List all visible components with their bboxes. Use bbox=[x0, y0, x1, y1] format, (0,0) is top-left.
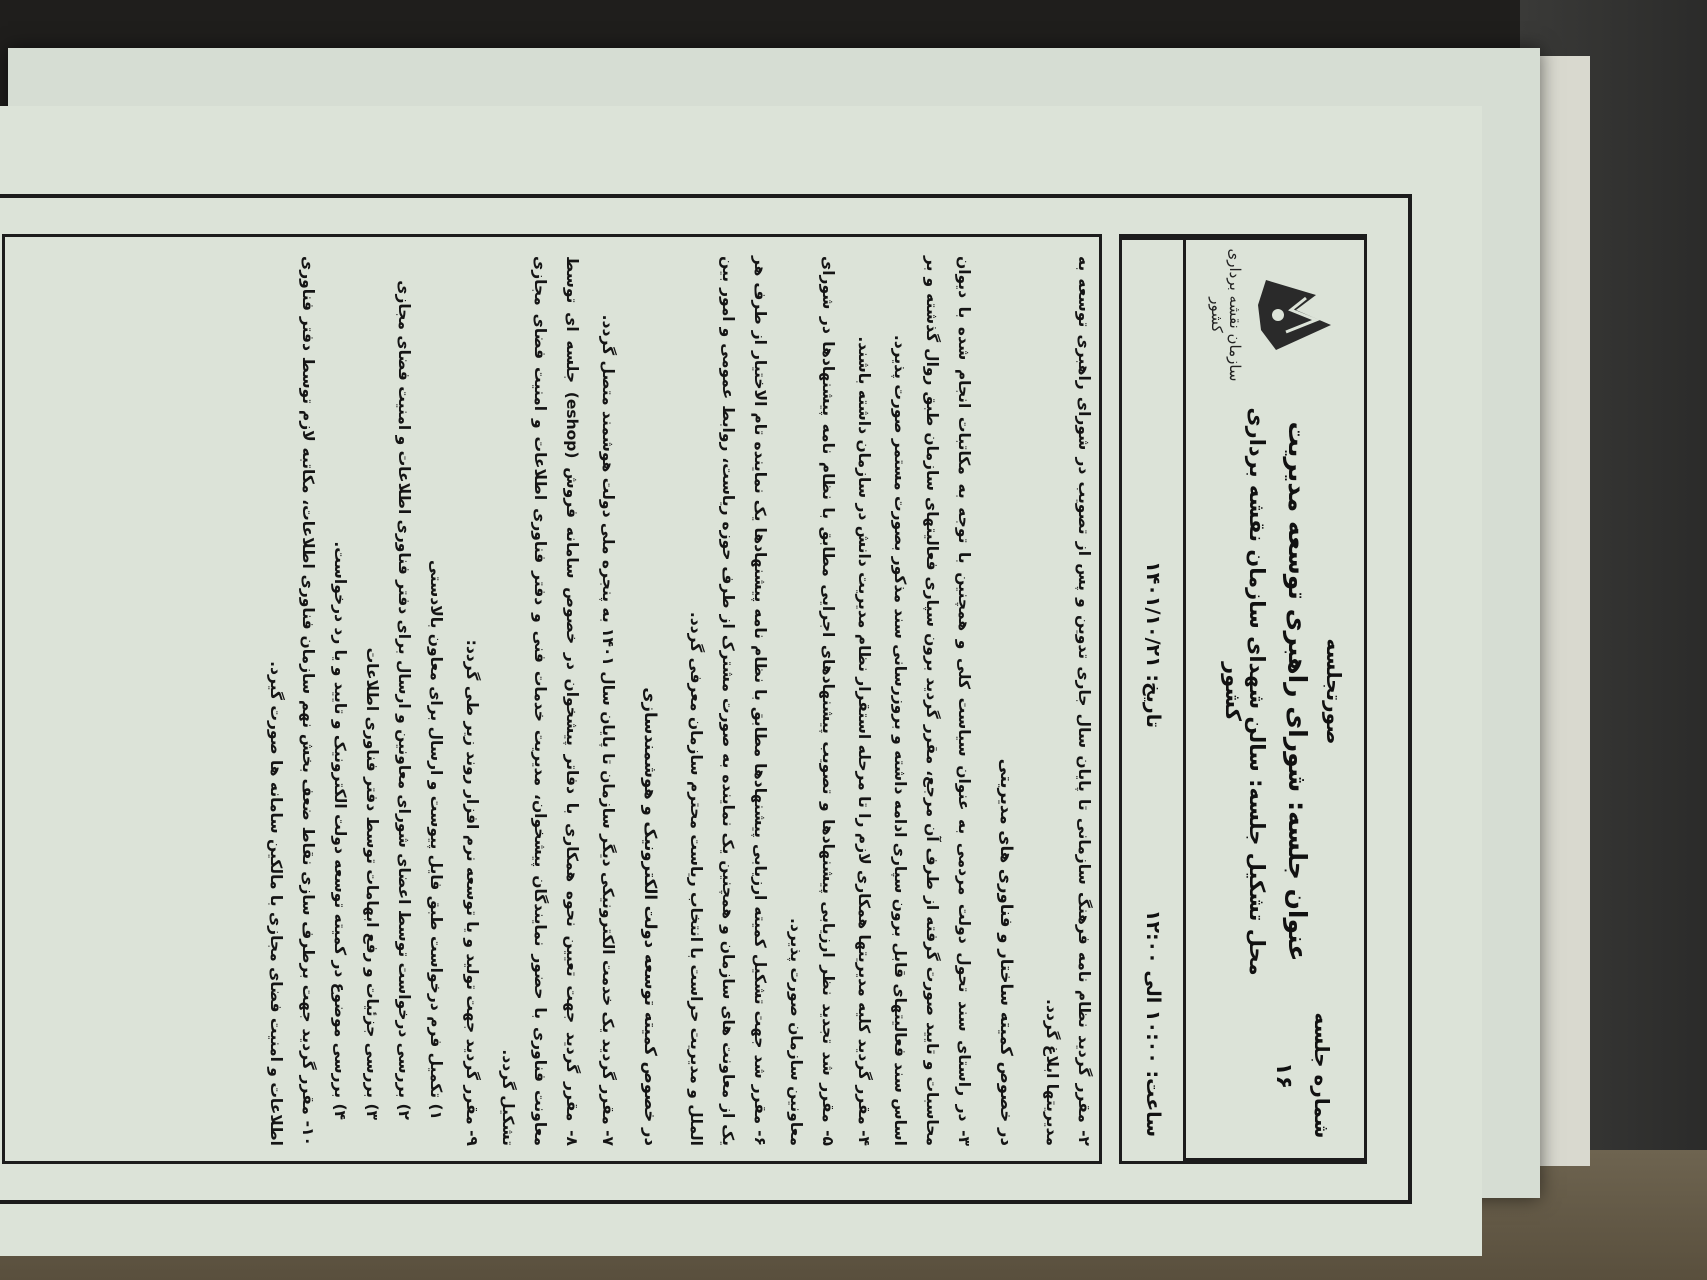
header-bottom-row bbox=[1122, 237, 1186, 1161]
session-label: شماره جلسه bbox=[1310, 1012, 1334, 1139]
meeting-place: محل تشکیل جلسه: سالن شهدای سازمان نقشه برداری کشور bbox=[1221, 407, 1269, 976]
item-10: ۱۰- مقرر گردید جهت برطرف سازی نقاط ضعف بخش نهم سازمان فناوری اطلاعات، مکاتبه لازم توسط دفتر فناوری اطلاعات و امنیت فضای مجازی با مالکین سامانه ها صورت گیرد. bbox=[267, 256, 317, 1146]
title-cell bbox=[1186, 390, 1364, 993]
item-2: ۲- مقرر گردید نظام نامه فرهنگ سازمانی تا پایان سال جاری تدوین و پس از تصویب در شورای راهبری توسعه به مدیریتها ابلاغ گردد. bbox=[1043, 256, 1093, 1146]
section-heading-structure: در خصوص کمیته ساختار و فناوری های مدیریتی bbox=[997, 758, 1016, 1146]
meeting-title: عنوان جلسه: شورای راهبری توسعه مدیریت bbox=[1283, 421, 1312, 962]
meeting-date: تاریخ: ۱۴۰۱/۱۰/۲۱ bbox=[1122, 237, 1186, 768]
minutes-content bbox=[256, 256, 1110, 1146]
item-7: ۷- مقرر گردید یک خدمت الکترونیکی دیگر سازمان تا پایان سال ۱۴۰۱ به پنجره ملی دولت هوشمند متصل گردد. bbox=[599, 314, 617, 1146]
meeting-time: ساعت: ۱۰:۰۰ الی ۱۲:۰۰ bbox=[1142, 909, 1164, 1137]
item-6: ۶- مقرر شد جهت تشکیل کمیته ارزیابی پیشنهادها مطابق با نظام نامه پیشنهادها یک نماینده تام الاختیار از طرف هر یک از معاونت های سازمان و همچنین یک نماینده به صورت مشترک از طرف حوزه ریاست، روابط عمومی و امور بین الملل و مدیریت حراست با انتخاب ریاست محترم سازمان معرفی گردد. bbox=[687, 256, 769, 1146]
document-page bbox=[0, 106, 1482, 1256]
header-top-row bbox=[1183, 237, 1364, 1161]
item-3: ۳- در راستای سند تحول دولت مردمی به عنوان سیاست کلی و همچنین با توجه به مکاتبات انجام شده با دیوان محاسبات و تایید صورت گرفته از طرف آن مرجع، مقرر گردید برون سپاری فعالیتهای سازمان طبق روال گذشته و بر اساس سند فعالیتهای قابل برون سپاری ادامه داشته و بروزرسانی سند مذکور بصورت مستمر صورت پذیرد. bbox=[891, 256, 973, 1146]
item-8: ۸- مقرر گردید جهت تعیین نحوه همکاری با دفاتر پیشخوان در خصوص سامانه فروش (eshop) جلسه ای توسط معاونت فناوری با حضور نمایندگان پیشخوان، مدیریت خدمات فنی و دفتر فناوری اطلاعات و امنیت فضای مجازی تشکیل گردد. bbox=[499, 256, 581, 1146]
item-9-step-1: ۱) تکمیل فرم درخواست طبق فایل پیوست و ارسال برای معاون بالادستی bbox=[427, 560, 445, 1120]
logo-caption: سازمان نقشه برداری کشور bbox=[1208, 248, 1244, 382]
item-9: ۹- مقرر گردید جهت تولید و یا توسعه نرم افزار روند زیر طی گردد: bbox=[463, 639, 481, 1146]
logo-cell bbox=[1186, 237, 1364, 390]
item-9-step-2: ۲) بررسی درخواست توسط اعضای شورای معاونین و ارسال برای دفتر فناوری اطلاعات و امنیت فضای مجازی bbox=[395, 280, 413, 1120]
document-type: صورتجلسه bbox=[1322, 638, 1346, 745]
session-cell bbox=[1186, 993, 1364, 1161]
section-heading-egov: در خصوص کمیته توسعه دولت الکترونیک و هوشمندسازی bbox=[641, 687, 660, 1146]
session-number: ۱۶ bbox=[1271, 1062, 1296, 1089]
item-9-step-4: ۴) بررسی موضوع در کمیته توسعه دولت الکترونیک و تایید و یا رد درخواست. bbox=[331, 541, 349, 1120]
header-table bbox=[1119, 234, 1367, 1164]
item-9-step-3: ۳) بررسی جزئیات و رفع ابهامات توسط دفتر فناوری اطلاعات bbox=[363, 647, 381, 1120]
organization-logo-icon bbox=[1246, 270, 1346, 360]
item-5: ۵- مقرر شد تجدید نظر ارزیابی پیشنهادها و تصویب پیشنهادهای اجرایی مطابق با نظام نامه پیشنهادها در شورای معاونین سازمان صورت پذیرد. bbox=[787, 256, 837, 1146]
item-4: ۴- مقرر گردید کلیه مدیریتها همکاری لازم را تا مرحله استقرار نظام مدیریت دانش در سازمان داشته باشند. bbox=[855, 336, 873, 1146]
paper-sheet bbox=[8, 48, 1540, 1198]
